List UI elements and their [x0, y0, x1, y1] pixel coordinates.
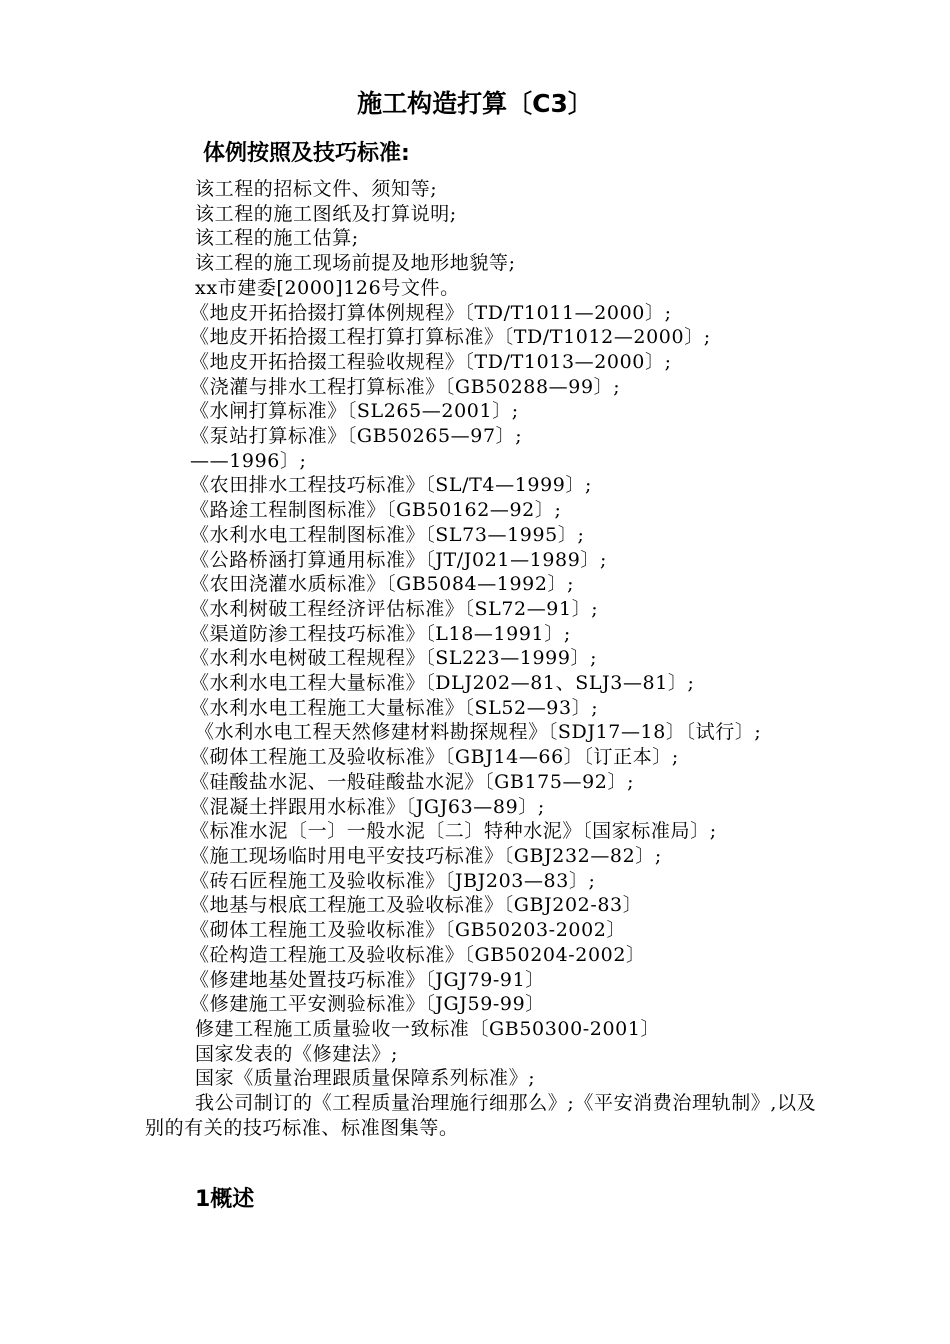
list-item: 《农田排水工程技巧标准》〔SL/T4—1999〕;: [190, 474, 593, 497]
list-item: 《水闸打算标准》〔SL265—2001〕;: [190, 400, 519, 423]
list-item: 《地皮开拓拾掇工程验收规程》〔TD/T1013—2000〕;: [190, 350, 672, 373]
page-title: 施工构造打算〔C3〕: [357, 89, 593, 118]
list-item: 《水利水电工程天然修建材料勘探规程》〔SDJ17—18〕〔试行〕;: [195, 721, 762, 744]
list-item: 《施工现场临时用电平安技巧标准》〔GBJ232—82〕;: [190, 844, 662, 867]
list-item: 《修建地基处置技巧标准》〔JGJ79-91〕: [190, 968, 545, 991]
list-item: 《砼构造工程施工及验收标准》〔GB50204-2002〕: [190, 943, 646, 966]
list-item: 《公路桥涵打算通用标准》〔JT/J021—1989〕;: [190, 548, 608, 571]
list-item: 《泵站打算标准》〔GB50265—97〕;: [190, 425, 523, 448]
list-item: 《水利水电树破工程规程》〔SL223—1999〕;: [190, 647, 598, 670]
basis-list: [145, 177, 817, 1140]
list-item: 《水利水电工程施工大量标准》〔SL52—93〕;: [190, 696, 599, 719]
list-item: 《修建施工平安测验标准》〔JGJ59-99〕: [190, 993, 545, 1016]
list-item: 《地皮开拓拾掇工程打算打算标准》〔TD/T1012—2000〕;: [190, 326, 711, 349]
list-item: 《水利树破工程经济评估标准》〔SL72—91〕;: [190, 597, 599, 620]
list-item: 《砌体工程施工及验收标准》〔GB50203-2002〕: [190, 919, 627, 942]
list-item: 国家发表的《修建法》;: [195, 1042, 399, 1065]
list-item: 《路途工程制图标准》〔GB50162—92〕;: [190, 499, 562, 522]
list-item: 《砖石匠程施工及验收标准》〔JBJ203—83〕;: [190, 869, 596, 892]
list-item: 《混凝土拌跟用水标准》〔JGJ63—89〕;: [190, 795, 545, 818]
list-item: 《水利水电工程制图标准》〔SL73—1995〕;: [190, 523, 585, 546]
list-item: 该工程的施工现场前提及地形地貌等;: [195, 252, 516, 275]
list-item: 《地基与根底工程施工及验收标准》〔GBJ202-83〕: [190, 894, 643, 917]
list-item: 《砌体工程施工及验收标准》〔GBJ14—66〕〔订正本〕;: [190, 746, 679, 769]
list-item: 该工程的施工图纸及打算说明;: [195, 202, 457, 225]
list-item: 《标准水泥〔一〕一般水泥〔二〕特种水泥》〔国家标准局〕;: [190, 820, 717, 843]
list-item: xx市建委[2000]126号文件。: [195, 276, 460, 299]
list-item: 国家《质量治理跟质量保障系列标准》;: [195, 1067, 536, 1090]
list-item: 我公司制订的《工程质量治理施行细那么》;《平安消费治理轨制》,以及别的有关的技巧标准、标准图集等。: [145, 1092, 817, 1139]
list-item: 《浇灌与排水工程打算标准》〔GB50288—99〕;: [190, 375, 621, 398]
list-item: ——1996〕;: [190, 449, 307, 472]
list-item: 《地皮开拓拾掇打算体例规程》〔TD/T1011—2000〕;: [190, 301, 672, 324]
list-item: 修建工程施工质量验收一致标准〔GB50300-2001〕: [195, 1017, 661, 1040]
list-item: 该工程的施工估算;: [195, 227, 359, 250]
list-item: 《渠道防渗工程技巧标准》〔L18—1991〕;: [190, 622, 571, 645]
list-item: 《硅酸盐水泥、一般硅酸盐水泥》〔GB175—92〕;: [190, 770, 635, 793]
list-item: 《水利水电工程大量标准》〔DLJ202—81、SLJ3—81〕;: [190, 672, 695, 695]
list-item: 该工程的招标文件、须知等;: [195, 178, 438, 200]
section-heading: 1概述: [195, 1187, 255, 1212]
basis-heading: 体例按照及技巧标准:: [203, 141, 410, 166]
list-item: 《农田浇灌水质标准》〔GB5084—1992〕;: [190, 573, 575, 596]
